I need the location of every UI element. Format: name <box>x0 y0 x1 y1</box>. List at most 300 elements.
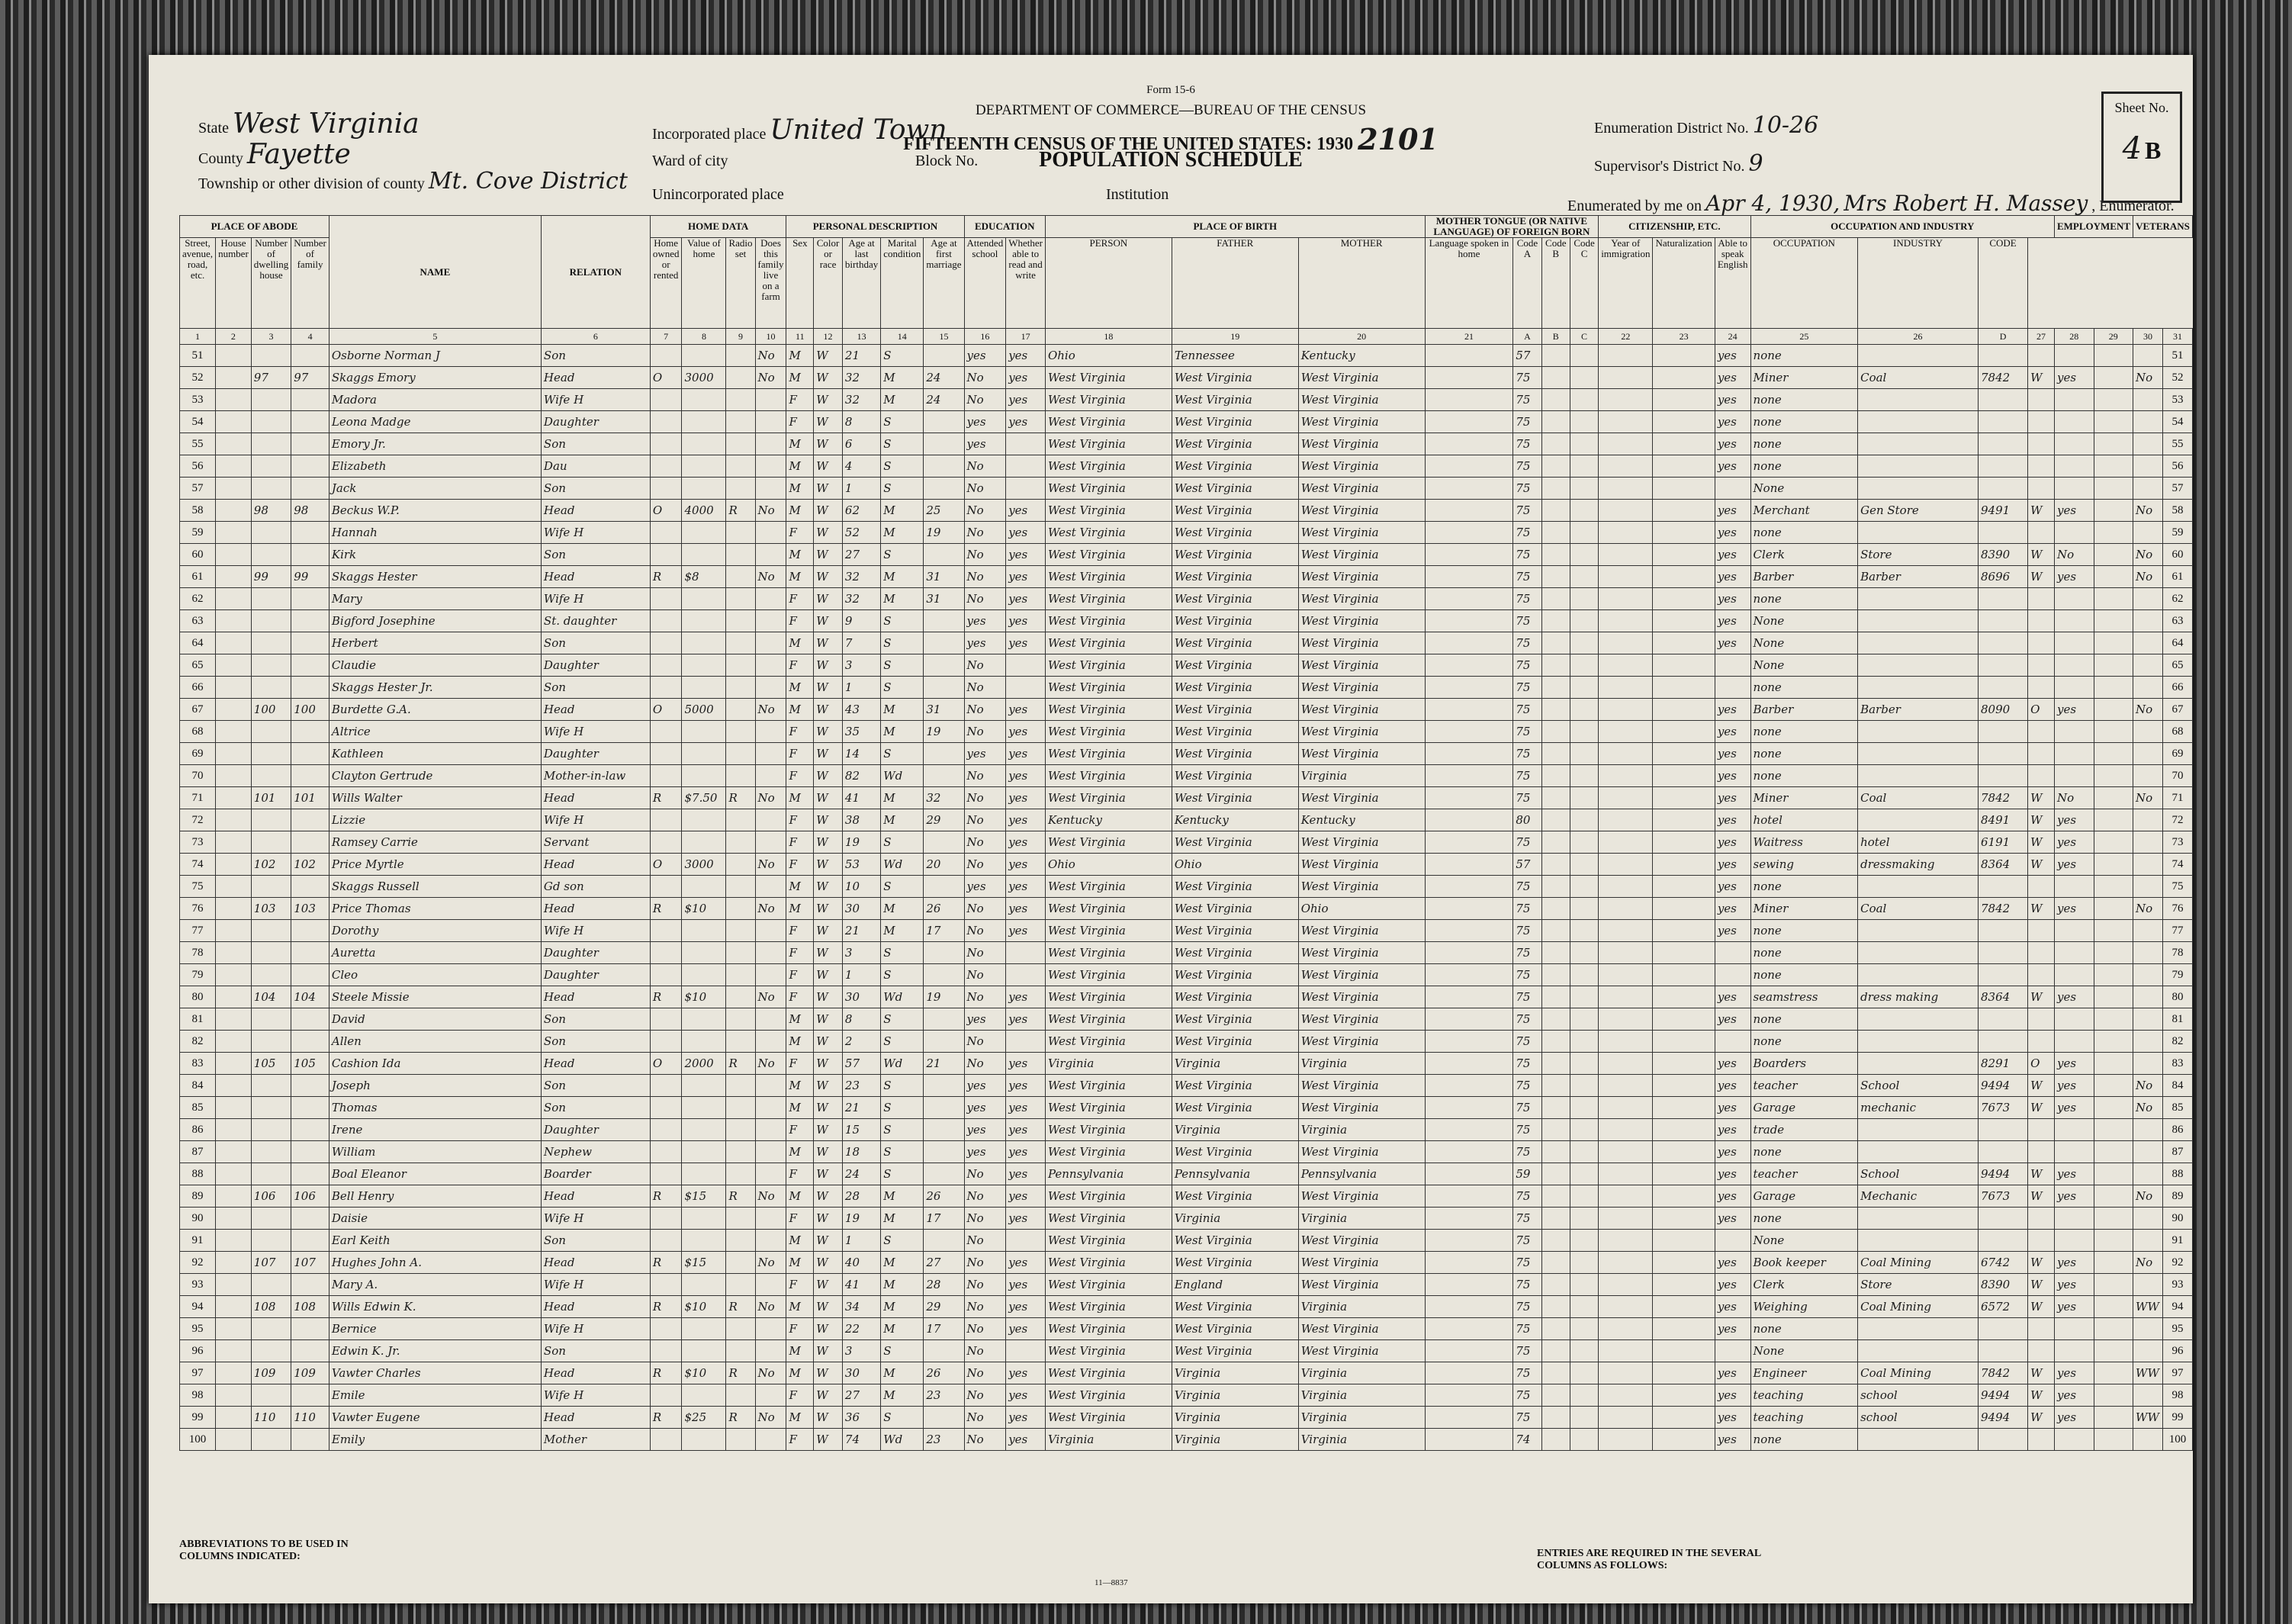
cell-oc <box>1979 743 2028 765</box>
cell-own <box>650 1075 682 1097</box>
cell-emp <box>2054 654 2094 677</box>
line-number: 84 <box>2162 1075 2192 1097</box>
cell-mar: S <box>881 1031 924 1053</box>
cell-age: 1 <box>842 478 880 500</box>
cell-dw: 106 <box>251 1185 291 1208</box>
cell-fm: 19 <box>924 986 964 1008</box>
cell-rd: yes <box>1006 831 1046 854</box>
cell-fam <box>291 654 329 677</box>
cell-emp: yes <box>2054 1252 2094 1274</box>
cell-pb: West Virginia <box>1045 544 1172 566</box>
cell-dw <box>251 964 291 986</box>
cell-rd: yes <box>1006 854 1046 876</box>
cell-sch: yes <box>964 411 1006 433</box>
cell-sex: M <box>786 876 814 898</box>
cell-rel: Wife H <box>541 522 650 544</box>
cell-age: 6 <box>842 433 880 455</box>
cell-pb: West Virginia <box>1045 1075 1172 1097</box>
cell-oc: 9494 <box>1979 1407 2028 1429</box>
cell-rd: yes <box>1006 920 1046 942</box>
cell-emp: yes <box>2054 367 2094 389</box>
cell-farm: No <box>755 898 786 920</box>
cell-dw: 107 <box>251 1252 291 1274</box>
line-number: 71 <box>180 787 216 809</box>
cell-dw: 109 <box>251 1362 291 1384</box>
cell-ind <box>1858 876 1979 898</box>
cell-sex: M <box>786 345 814 367</box>
cell-oc <box>1979 964 2028 986</box>
line-number: 55 <box>2162 433 2192 455</box>
cell-sex: F <box>786 1384 814 1407</box>
line-number: 54 <box>2162 411 2192 433</box>
cell-race: W <box>814 721 843 743</box>
cell-sch: No <box>964 588 1006 610</box>
cell-mb: Kentucky <box>1298 345 1425 367</box>
cell-val <box>682 654 726 677</box>
cell-sch: No <box>964 500 1006 522</box>
cell-fb: West Virginia <box>1172 1141 1298 1163</box>
cell-rd: yes <box>1006 1185 1046 1208</box>
cell-emp: No <box>2054 544 2094 566</box>
cell-oc: 7842 <box>1979 787 2028 809</box>
cell-radio <box>726 478 755 500</box>
cell-w <box>2028 920 2055 942</box>
cell-race: W <box>814 986 843 1008</box>
line-number: 97 <box>180 1362 216 1384</box>
cell-vet: No <box>2133 1185 2163 1208</box>
line-number: 60 <box>2162 544 2192 566</box>
line-number: 65 <box>180 654 216 677</box>
cell-rel: Head <box>541 898 650 920</box>
cell-own <box>650 478 682 500</box>
line-number: 73 <box>180 831 216 854</box>
cell-fb: West Virginia <box>1172 964 1298 986</box>
cell-eng <box>1715 1031 1750 1053</box>
cell-age: 4 <box>842 455 880 478</box>
cell-vet <box>2133 1384 2163 1407</box>
cell-code: 75 <box>1513 1075 1541 1097</box>
cell-own <box>650 455 682 478</box>
cell-mb: Virginia <box>1298 765 1425 787</box>
line-number: 76 <box>2162 898 2192 920</box>
cell-oc <box>1979 455 2028 478</box>
cell-emp: yes <box>2054 1384 2094 1407</box>
cell-occ: Weighing <box>1750 1296 1858 1318</box>
cell-fb: Virginia <box>1172 1053 1298 1075</box>
cell-emp: yes <box>2054 500 2094 522</box>
line-number: 74 <box>180 854 216 876</box>
cell-oc <box>1979 1340 2028 1362</box>
cell-rel: Mother <box>541 1429 650 1451</box>
cell-rd <box>1006 964 1046 986</box>
line-number: 83 <box>2162 1053 2192 1075</box>
cell-occ: none <box>1750 1008 1858 1031</box>
line-number: 82 <box>2162 1031 2192 1053</box>
cell-fam <box>291 1031 329 1053</box>
cell-rd: yes <box>1006 411 1046 433</box>
cell-oc: 8390 <box>1979 1274 2028 1296</box>
cell-val <box>682 721 726 743</box>
cell-vet: WW <box>2133 1362 2163 1384</box>
cell-pb: West Virginia <box>1045 522 1172 544</box>
cell-farm <box>755 1318 786 1340</box>
cell-fm <box>924 610 964 632</box>
cell-sex: F <box>786 1053 814 1075</box>
cell-fm <box>924 455 964 478</box>
cell-rel: Dau <box>541 455 650 478</box>
cell-farm <box>755 544 786 566</box>
cell-fb: West Virginia <box>1172 455 1298 478</box>
cell-radio <box>726 1141 755 1163</box>
cell-fb: West Virginia <box>1172 588 1298 610</box>
cell-farm: No <box>755 986 786 1008</box>
cell-code: 75 <box>1513 831 1541 854</box>
cell-val <box>682 809 726 831</box>
cell-fm <box>924 1075 964 1097</box>
cell-fm <box>924 876 964 898</box>
cell-pb: West Virginia <box>1045 876 1172 898</box>
cell-vet <box>2133 455 2163 478</box>
cell-farm: No <box>755 699 786 721</box>
cell-w <box>2028 1429 2055 1451</box>
cell-val: 2000 <box>682 1053 726 1075</box>
table-body <box>180 345 2193 1451</box>
cell-eng: yes <box>1715 455 1750 478</box>
cell-dw <box>251 1163 291 1185</box>
cell-occ: sewing <box>1750 854 1858 876</box>
cell-sex: M <box>786 1008 814 1031</box>
cell-code: 75 <box>1513 610 1541 632</box>
cell-radio <box>726 1208 755 1230</box>
cell-farm: No <box>755 1407 786 1429</box>
cell-fm: 26 <box>924 1362 964 1384</box>
cell-pb: West Virginia <box>1045 389 1172 411</box>
cell-val <box>682 765 726 787</box>
cell-emp <box>2054 1318 2094 1340</box>
cell-val <box>682 345 726 367</box>
cell-mb: West Virginia <box>1298 721 1425 743</box>
cell-race: W <box>814 920 843 942</box>
cell-rd: yes <box>1006 765 1046 787</box>
cell-val <box>682 1119 726 1141</box>
cell-name: Wills Edwin K. <box>329 1296 541 1318</box>
cell-sch: No <box>964 831 1006 854</box>
cell-mb: West Virginia <box>1298 677 1425 699</box>
cell-code: 75 <box>1513 765 1541 787</box>
cell-val <box>682 1384 726 1407</box>
cell-ind <box>1858 610 1979 632</box>
cell-radio <box>726 1075 755 1097</box>
cell-dw <box>251 1008 291 1031</box>
header-place-of-abode: PLACE OF ABODE <box>180 216 329 238</box>
cell-w: W <box>2028 1075 2055 1097</box>
cell-fm <box>924 765 964 787</box>
cell-own <box>650 1318 682 1340</box>
cell-code: 75 <box>1513 1208 1541 1230</box>
cell-age: 18 <box>842 1141 880 1163</box>
cell-race: W <box>814 699 843 721</box>
cell-sex: M <box>786 500 814 522</box>
cell-dw <box>251 1031 291 1053</box>
cell-age: 35 <box>842 721 880 743</box>
cell-fm <box>924 433 964 455</box>
cell-mb: West Virginia <box>1298 389 1425 411</box>
cell-rel: Head <box>541 1362 650 1384</box>
cell-farm: No <box>755 345 786 367</box>
cell-occ: Clerk <box>1750 1274 1858 1296</box>
cell-name: Elizabeth <box>329 455 541 478</box>
line-number: 89 <box>2162 1185 2192 1208</box>
cell-sex: F <box>786 1119 814 1141</box>
cell-vet <box>2133 765 2163 787</box>
cell-mb: West Virginia <box>1298 411 1425 433</box>
cell-sch: No <box>964 854 1006 876</box>
line-number: 70 <box>180 765 216 787</box>
cell-oc: 8364 <box>1979 854 2028 876</box>
line-number: 75 <box>2162 876 2192 898</box>
cell-mar: M <box>881 1208 924 1230</box>
cell-emp: yes <box>2054 1362 2094 1384</box>
table-row <box>180 1119 2193 1141</box>
cell-rd <box>1006 942 1046 964</box>
cell-ind <box>1858 964 1979 986</box>
cell-code: 75 <box>1513 544 1541 566</box>
cell-occ: none <box>1750 433 1858 455</box>
cell-val <box>682 632 726 654</box>
cell-mb: West Virginia <box>1298 854 1425 876</box>
cell-fb: West Virginia <box>1172 654 1298 677</box>
cell-dw <box>251 1318 291 1340</box>
cell-farm <box>755 964 786 986</box>
cell-rd: yes <box>1006 1141 1046 1163</box>
cell-occ: Garage <box>1750 1097 1858 1119</box>
cell-name: Cleo <box>329 964 541 986</box>
cell-mb: Virginia <box>1298 1429 1425 1451</box>
cell-w: W <box>2028 1185 2055 1208</box>
cell-vet <box>2133 588 2163 610</box>
cell-ind <box>1858 1318 1979 1340</box>
cell-rel: Daughter <box>541 964 650 986</box>
cell-mb: West Virginia <box>1298 1075 1425 1097</box>
cell-pb: West Virginia <box>1045 964 1172 986</box>
header-occupation: OCCUPATION AND INDUSTRY <box>1750 216 2054 238</box>
cell-ind: hotel <box>1858 831 1979 854</box>
cell-fb: Virginia <box>1172 1208 1298 1230</box>
cell-ind: Barber <box>1858 699 1979 721</box>
cell-ind <box>1858 920 1979 942</box>
cell-w: W <box>2028 500 2055 522</box>
cell-farm <box>755 1340 786 1362</box>
cell-mar: M <box>881 1296 924 1318</box>
cell-own: R <box>650 1252 682 1274</box>
cell-dw: 102 <box>251 854 291 876</box>
cell-val <box>682 522 726 544</box>
line-number: 79 <box>2162 964 2192 986</box>
cell-sex: M <box>786 1296 814 1318</box>
cell-w <box>2028 1141 2055 1163</box>
cell-oc <box>1979 1318 2028 1340</box>
cell-ind: Barber <box>1858 566 1979 588</box>
cell-name: Dorothy <box>329 920 541 942</box>
cell-occ: teacher <box>1750 1163 1858 1185</box>
cell-race: W <box>814 1384 843 1407</box>
cell-ind: School <box>1858 1163 1979 1185</box>
cell-dw <box>251 721 291 743</box>
cell-val: 3000 <box>682 367 726 389</box>
table-row <box>180 411 2193 433</box>
cell-occ: none <box>1750 522 1858 544</box>
cell-fm: 29 <box>924 1296 964 1318</box>
table-row <box>180 522 2193 544</box>
cell-own: O <box>650 500 682 522</box>
cell-radio <box>726 1031 755 1053</box>
cell-fam <box>291 345 329 367</box>
cell-w: W <box>2028 898 2055 920</box>
cell-rel: Wife H <box>541 588 650 610</box>
cell-fam: 107 <box>291 1252 329 1274</box>
cell-vet <box>2133 1340 2163 1362</box>
cell-mar: M <box>881 1362 924 1384</box>
cell-fam: 108 <box>291 1296 329 1318</box>
cell-emp: yes <box>2054 986 2094 1008</box>
cell-w <box>2028 588 2055 610</box>
cell-code: 75 <box>1513 411 1541 433</box>
cell-ind: Store <box>1858 544 1979 566</box>
cell-name: David <box>329 1008 541 1031</box>
cell-fm <box>924 411 964 433</box>
cell-fb: West Virginia <box>1172 1185 1298 1208</box>
cell-rel: Nephew <box>541 1141 650 1163</box>
cell-pb: Ohio <box>1045 854 1172 876</box>
cell-own <box>650 677 682 699</box>
cell-pb: West Virginia <box>1045 1031 1172 1053</box>
cell-code: 75 <box>1513 964 1541 986</box>
cell-oc: 9494 <box>1979 1384 2028 1407</box>
cell-mb: West Virginia <box>1298 1230 1425 1252</box>
cell-radio <box>726 367 755 389</box>
cell-pb: Ohio <box>1045 345 1172 367</box>
cell-own: R <box>650 1362 682 1384</box>
cell-race: W <box>814 743 843 765</box>
line-number: 62 <box>2162 588 2192 610</box>
cell-occ: teaching <box>1750 1384 1858 1407</box>
cell-pb: West Virginia <box>1045 920 1172 942</box>
cell-race: W <box>814 566 843 588</box>
table-row <box>180 500 2193 522</box>
cell-sch: No <box>964 1031 1006 1053</box>
enumeration-district: Enumeration District No. 10-26 <box>1594 112 1819 139</box>
census-title: FIFTEENTH CENSUS OF THE UNITED STATES: 1930 2101 <box>903 122 1439 156</box>
cell-eng: yes <box>1715 632 1750 654</box>
cell-race: W <box>814 1318 843 1340</box>
cell-sex: F <box>786 610 814 632</box>
cell-age: 19 <box>842 1208 880 1230</box>
cell-rel: Daughter <box>541 411 650 433</box>
cell-dw: 108 <box>251 1296 291 1318</box>
table-row <box>180 743 2193 765</box>
line-number: 86 <box>2162 1119 2192 1141</box>
cell-sch: No <box>964 1230 1006 1252</box>
cell-occ: none <box>1750 411 1858 433</box>
cell-pb: West Virginia <box>1045 942 1172 964</box>
cell-mb: West Virginia <box>1298 942 1425 964</box>
cell-radio <box>726 544 755 566</box>
cell-radio <box>726 455 755 478</box>
cell-mar: S <box>881 1230 924 1252</box>
cell-own <box>650 522 682 544</box>
cell-age: 1 <box>842 964 880 986</box>
line-number: 58 <box>2162 500 2192 522</box>
line-number: 62 <box>180 588 216 610</box>
line-number: 91 <box>2162 1230 2192 1252</box>
cell-fam: 109 <box>291 1362 329 1384</box>
cell-age: 52 <box>842 522 880 544</box>
cell-fb: Virginia <box>1172 1384 1298 1407</box>
cell-radio <box>726 1119 755 1141</box>
cell-race: W <box>814 500 843 522</box>
cell-fam: 98 <box>291 500 329 522</box>
line-number: 94 <box>180 1296 216 1318</box>
cell-fam <box>291 1097 329 1119</box>
table-row <box>180 610 2193 632</box>
cell-ind <box>1858 1008 1979 1031</box>
cell-fm: 31 <box>924 588 964 610</box>
cell-occ: none <box>1750 389 1858 411</box>
cell-pb: West Virginia <box>1045 1274 1172 1296</box>
cell-farm: No <box>755 367 786 389</box>
cell-race: W <box>814 544 843 566</box>
cell-rd: yes <box>1006 1407 1046 1429</box>
cell-dw <box>251 588 291 610</box>
cell-mar: Wd <box>881 854 924 876</box>
cell-age: 57 <box>842 1053 880 1075</box>
cell-farm: No <box>755 1362 786 1384</box>
cell-pb: West Virginia <box>1045 831 1172 854</box>
cell-pb: West Virginia <box>1045 566 1172 588</box>
cell-vet: No <box>2133 1075 2163 1097</box>
cell-farm <box>755 831 786 854</box>
cell-vet <box>2133 1119 2163 1141</box>
cell-age: 3 <box>842 942 880 964</box>
cell-own <box>650 1119 682 1141</box>
department-title: DEPARTMENT OF COMMERCE—BUREAU OF THE CENSUS <box>975 102 1367 118</box>
cell-age: 22 <box>842 1318 880 1340</box>
cell-fam <box>291 1230 329 1252</box>
line-number: 94 <box>2162 1296 2192 1318</box>
cell-dw <box>251 610 291 632</box>
cell-ind <box>1858 1031 1979 1053</box>
cell-vet <box>2133 478 2163 500</box>
cell-ind <box>1858 654 1979 677</box>
cell-race: W <box>814 455 843 478</box>
cell-radio <box>726 632 755 654</box>
cell-occ: none <box>1750 1318 1858 1340</box>
cell-rd: yes <box>1006 1053 1046 1075</box>
line-number: 78 <box>180 942 216 964</box>
cell-rd: yes <box>1006 699 1046 721</box>
cell-dw <box>251 1384 291 1407</box>
cell-ind: dress making <box>1858 986 1979 1008</box>
cell-emp: yes <box>2054 809 2094 831</box>
header-mother-tongue: MOTHER TONGUE (OR NATIVE LANGUAGE) OF FOREIGN BORN <box>1425 216 1599 238</box>
cell-dw: 105 <box>251 1053 291 1075</box>
cell-val <box>682 677 726 699</box>
cell-own <box>650 1008 682 1031</box>
cell-age: 14 <box>842 743 880 765</box>
cell-val <box>682 478 726 500</box>
line-number: 64 <box>180 632 216 654</box>
cell-rd <box>1006 1031 1046 1053</box>
